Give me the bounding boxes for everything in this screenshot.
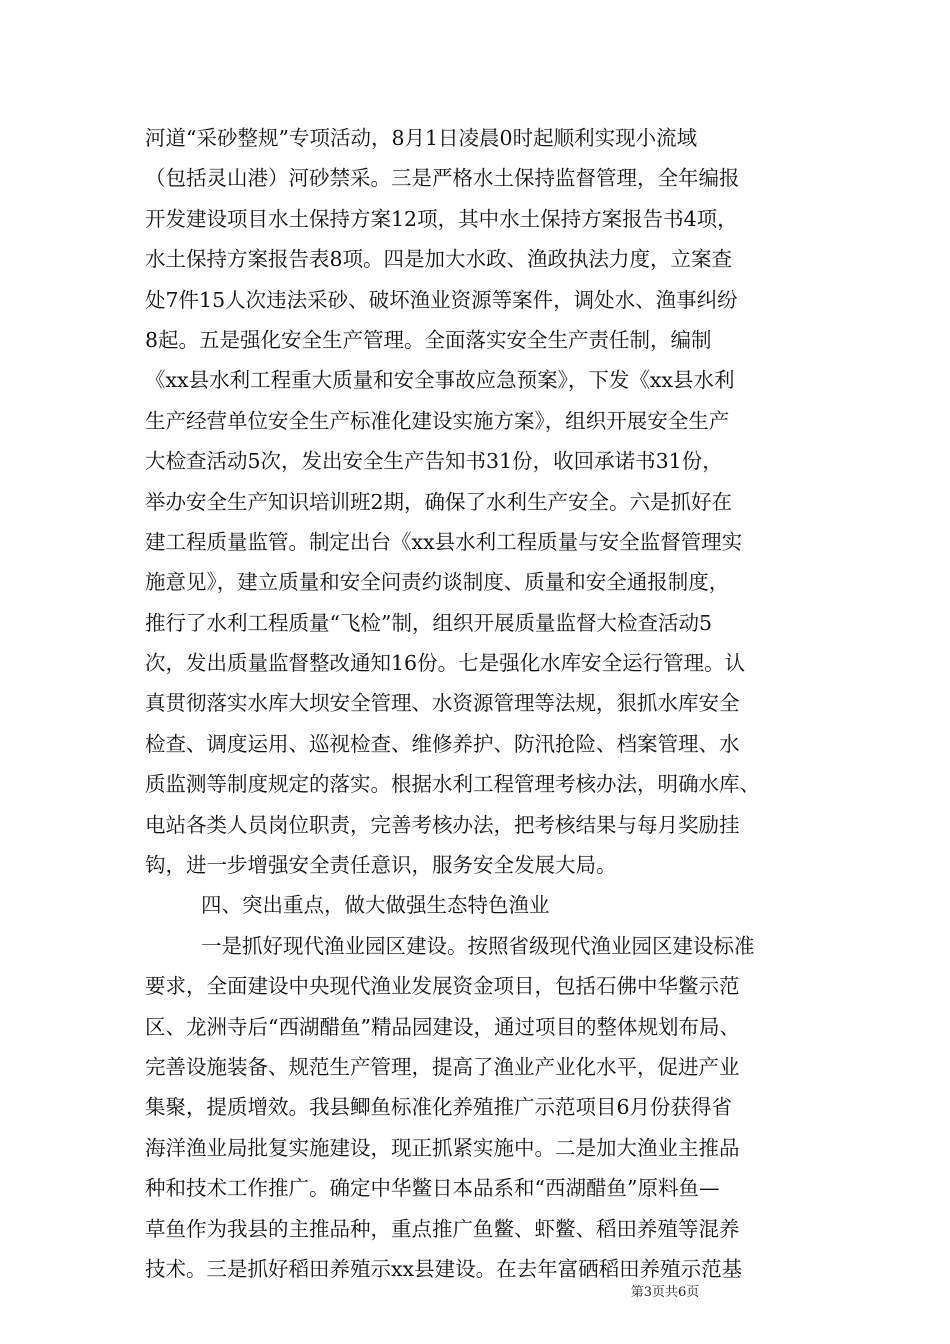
- text-line: 推行了水利工程质量“飞检”制，组织开展质量监督大检查活动5: [145, 610, 713, 635]
- text-line: 质监测等制度规定的落实。根据水利工程管理考核办法，明确水库、: [145, 772, 760, 797]
- text-line: 施意见》，建立质量和安全问责约谈制度、质量和安全通报制度，: [145, 570, 730, 595]
- text-line: 《xx县水利工程重大质量和安全事故应急预案》，下发《xx县水利: [145, 368, 735, 393]
- text-line: 一是抓好现代渔业园区建设。按照省级现代渔业园区建设标准: [201, 933, 755, 958]
- text-line: 真贯彻落实水库大坝安全管理、水资源管理等法规，狠抓水库安全: [145, 691, 740, 716]
- text-line: 完善设施装备、规范生产管理，提高了渔业产业化水平，促进产业: [145, 1054, 740, 1079]
- text-line: 区、龙洲寺后“西湖醋鱼”精品园建设，通过项目的整体规划布局、: [145, 1014, 740, 1039]
- text-line: 举办安全生产知识培训班2期，确保了水利生产安全。六是抓好在: [145, 489, 733, 514]
- text-line: 检查、调度运用、巡视检查、维修养护、防汛抢险、档案管理、水: [145, 731, 740, 756]
- text-line: 技术。三是抓好稻田养殖示xx县建设。在去年富硒稻田养殖示范基: [145, 1256, 743, 1281]
- text-line: 大检查活动5次，发出安全生产告知书31份，收回承诺书31份，: [145, 449, 723, 474]
- text-line: 种和技术工作推广。确定中华鳖日本品系和“西湖醋鱼”原料鱼—: [145, 1176, 720, 1201]
- text-line: 河道“采砂整规”专项活动，8月1日凌晨0时起顺利实现小流域: [145, 126, 698, 150]
- text-line: 要求，全面建设中央现代渔业发展资金项目，包括石佛中华鳖示范: [145, 974, 740, 999]
- text-line: 建工程质量监管。制定出台《xx县水利工程质量与安全监督管理实: [145, 529, 743, 554]
- text-line: 次，发出质量监督整改通知16份。七是强化水库安全运行管理。认: [145, 651, 746, 676]
- text-line: （包括灵山港）河砂禁采。三是严格水土保持监督管理，全年编报: [145, 166, 740, 191]
- text-line: 开发建设项目水土保持方案12项，其中水土保持方案报告书4项，: [145, 206, 738, 231]
- body-text: [145, 118, 810, 1289]
- text-line: 海洋渔业局批复实施建设，现正抓紧实施中。二是加大渔业主推品: [145, 1135, 740, 1160]
- text-line: 处7件15人次违法采砂、破坏渔业资源等案件，调处水、渔事纠纷: [145, 287, 738, 312]
- text-line: 集聚，提质增效。我县鲫鱼标准化养殖推广示范项目6月份获得省: [145, 1095, 733, 1120]
- text-line: 电站各类人员岗位职责，完善考核办法，把考核结果与每月奖励挂: [145, 812, 740, 837]
- text-line: 钩，进一步增强安全责任意识，服务安全发展大局。: [145, 853, 617, 878]
- text-line: 四、突出重点，做大做强生态特色渔业: [201, 893, 550, 918]
- text-line: 水土保持方案报告表8项。四是加大水政、渔政执法力度，立案查: [145, 247, 733, 272]
- text-line: 生产经营单位安全生产标准化建设实施方案》，组织开展安全生产: [145, 408, 730, 433]
- page-number: 第3页共6页: [630, 1285, 700, 1300]
- text-line: 草鱼作为我县的主推品种，重点推广鱼鳖、虾鳖、稻田养殖等混养: [145, 1216, 740, 1241]
- text-line: 8起。五是强化安全生产管理。全面落实安全生产责任制，编制: [145, 327, 712, 352]
